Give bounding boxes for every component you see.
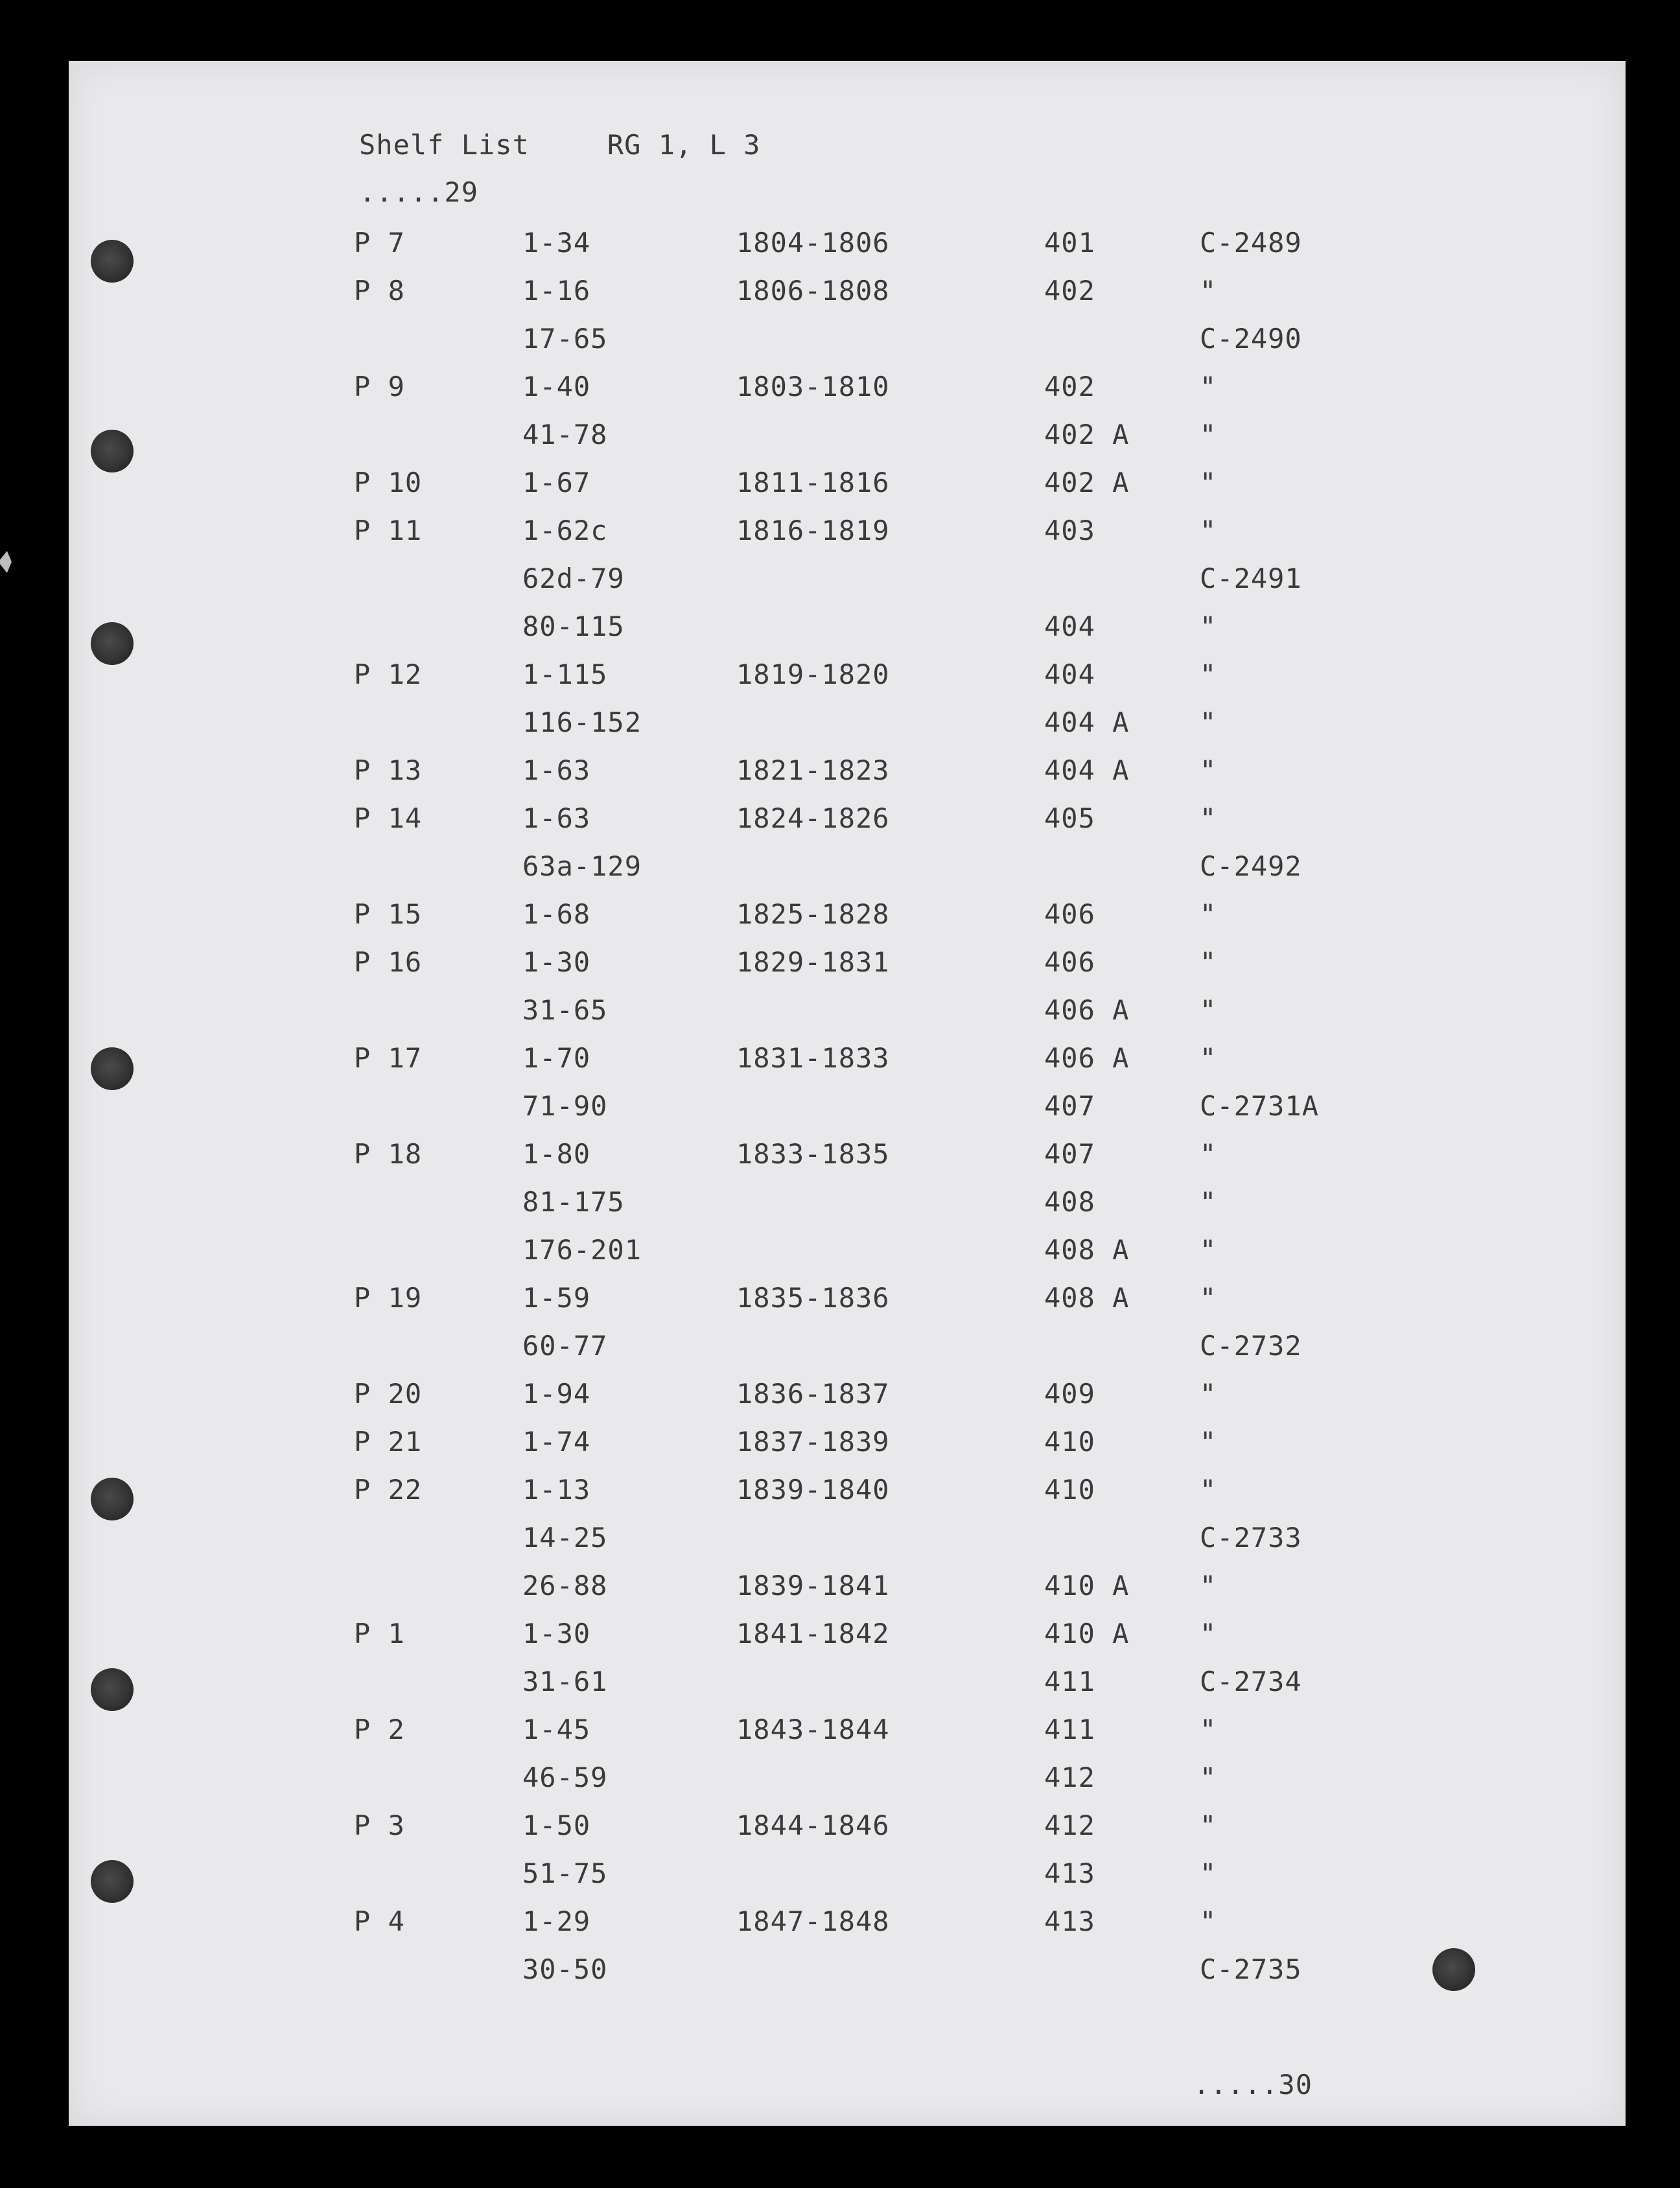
row-reel: "	[1200, 611, 1217, 642]
row-box: 402 A	[1044, 419, 1130, 450]
row-box: 410 A	[1044, 1618, 1130, 1649]
row-years: 1816-1819	[736, 515, 890, 546]
row-years: 1839-1840	[736, 1474, 890, 1506]
row-range: 1-94	[522, 1378, 591, 1410]
row-years: 1825-1828	[736, 898, 890, 930]
row-box: 404	[1044, 658, 1095, 690]
row-part: P 22	[354, 1474, 423, 1506]
row-reel: "	[1200, 1282, 1217, 1314]
row-range: 81-175	[522, 1186, 625, 1218]
punch-hole	[91, 1668, 134, 1711]
row-range: 14-25	[522, 1522, 608, 1554]
row-range: 30-50	[522, 1953, 608, 1985]
row-reel: "	[1200, 515, 1217, 546]
row-part: P 9	[354, 371, 405, 402]
row-box: 404 A	[1044, 754, 1130, 786]
row-years: 1837-1839	[736, 1426, 890, 1458]
row-box: 405	[1044, 802, 1095, 834]
row-box: 406	[1044, 946, 1095, 978]
row-years: 1811-1816	[736, 467, 890, 498]
row-box: 406 A	[1044, 1042, 1130, 1074]
row-range: 1-80	[522, 1138, 591, 1170]
row-box: 407	[1044, 1138, 1095, 1170]
row-box: 408 A	[1044, 1234, 1130, 1266]
row-range: 1-40	[522, 371, 591, 402]
row-box: 410	[1044, 1474, 1095, 1506]
row-reel: C-2735	[1200, 1953, 1302, 1985]
row-part: P 4	[354, 1905, 405, 1937]
row-years: 1844-1846	[736, 1810, 890, 1841]
row-years: 1833-1835	[736, 1138, 890, 1170]
row-reel: "	[1200, 467, 1217, 498]
row-range: 1-45	[522, 1714, 591, 1745]
row-box: 412	[1044, 1810, 1095, 1841]
row-range: 176-201	[522, 1234, 642, 1266]
row-box: 412	[1044, 1762, 1095, 1793]
row-box: 404 A	[1044, 706, 1130, 738]
header-title: Shelf List	[359, 129, 530, 161]
row-reel: "	[1200, 1426, 1217, 1458]
punch-hole	[91, 430, 134, 472]
row-reel: C-2732	[1200, 1330, 1302, 1362]
page-mark-bottom: .....30	[1193, 2069, 1313, 2101]
row-years: 1835-1836	[736, 1282, 890, 1314]
row-box: 413	[1044, 1905, 1095, 1937]
row-range: 1-115	[522, 658, 608, 690]
row-part: P 2	[354, 1714, 405, 1745]
row-part: P 16	[354, 946, 423, 978]
row-reel: "	[1200, 1810, 1217, 1841]
header-series: RG 1, L 3	[607, 129, 761, 161]
row-range: 17-65	[522, 323, 608, 355]
row-box: 408	[1044, 1186, 1095, 1218]
row-reel: "	[1200, 1378, 1217, 1410]
row-range: 60-77	[522, 1330, 608, 1362]
row-range: 1-59	[522, 1282, 591, 1314]
row-years: 1819-1820	[736, 658, 890, 690]
row-reel: "	[1200, 1042, 1217, 1074]
punch-hole	[91, 240, 134, 283]
row-range: 63a-129	[522, 850, 642, 882]
row-box: 402	[1044, 275, 1095, 307]
row-years: 1821-1823	[736, 754, 890, 786]
row-reel: "	[1200, 1138, 1217, 1170]
row-part: P 14	[354, 802, 423, 834]
row-part: P 3	[354, 1810, 405, 1841]
row-years: 1804-1806	[736, 227, 890, 259]
row-box: 411	[1044, 1666, 1095, 1697]
row-reel: C-2734	[1200, 1666, 1302, 1697]
row-part: P 18	[354, 1138, 423, 1170]
row-reel: "	[1200, 419, 1217, 450]
row-years: 1836-1837	[736, 1378, 890, 1410]
row-part: P 20	[354, 1378, 423, 1410]
row-reel: "	[1200, 1186, 1217, 1218]
row-box: 410	[1044, 1426, 1095, 1458]
row-part: P 1	[354, 1618, 405, 1649]
row-range: 46-59	[522, 1762, 608, 1793]
row-reel: "	[1200, 754, 1217, 786]
row-range: 1-62c	[522, 515, 608, 546]
row-range: 1-70	[522, 1042, 591, 1074]
row-reel: "	[1200, 946, 1217, 978]
row-range: 31-61	[522, 1666, 608, 1697]
row-years: 1841-1842	[736, 1618, 890, 1649]
edge-mark	[0, 551, 12, 573]
punch-hole	[1432, 1948, 1475, 1991]
row-box: 402 A	[1044, 467, 1130, 498]
row-range: 1-34	[522, 227, 591, 259]
row-range: 62d-79	[522, 563, 625, 594]
row-range: 1-63	[522, 802, 591, 834]
row-range: 1-30	[522, 946, 591, 978]
row-box: 410 A	[1044, 1570, 1130, 1601]
row-reel: "	[1200, 1905, 1217, 1937]
row-part: P 10	[354, 467, 423, 498]
row-range: 80-115	[522, 611, 625, 642]
row-range: 1-68	[522, 898, 591, 930]
row-range: 71-90	[522, 1090, 608, 1122]
row-box: 409	[1044, 1378, 1095, 1410]
row-box: 403	[1044, 515, 1095, 546]
row-reel: "	[1200, 706, 1217, 738]
row-part: P 21	[354, 1426, 423, 1458]
row-years: 1806-1808	[736, 275, 890, 307]
row-part: P 13	[354, 754, 423, 786]
row-reel: C-2490	[1200, 323, 1302, 355]
row-reel: "	[1200, 1714, 1217, 1745]
row-range: 26-88	[522, 1570, 608, 1601]
row-part: P 19	[354, 1282, 423, 1314]
row-part: P 11	[354, 515, 423, 546]
row-reel: "	[1200, 898, 1217, 930]
row-reel: "	[1200, 371, 1217, 402]
punch-hole	[91, 622, 134, 665]
row-range: 1-16	[522, 275, 591, 307]
row-reel: C-2733	[1200, 1522, 1302, 1554]
row-box: 411	[1044, 1714, 1095, 1745]
row-years: 1839-1841	[736, 1570, 890, 1601]
page-mark-top: .....29	[359, 176, 479, 208]
row-reel: C-2491	[1200, 563, 1302, 594]
row-box: 406	[1044, 898, 1095, 930]
row-box: 401	[1044, 227, 1095, 259]
row-range: 1-13	[522, 1474, 591, 1506]
row-box: 413	[1044, 1857, 1095, 1889]
document-header	[359, 129, 760, 161]
row-range: 1-67	[522, 467, 591, 498]
row-box: 406 A	[1044, 994, 1130, 1026]
row-reel: C-2731A	[1200, 1090, 1320, 1122]
row-reel: "	[1200, 1618, 1217, 1649]
row-years: 1831-1833	[736, 1042, 890, 1074]
row-reel: "	[1200, 1474, 1217, 1506]
row-box: 408 A	[1044, 1282, 1130, 1314]
row-range: 1-30	[522, 1618, 591, 1649]
row-part: P 7	[354, 227, 405, 259]
document-page	[69, 61, 1626, 2126]
row-years: 1843-1844	[736, 1714, 890, 1745]
row-reel: "	[1200, 275, 1217, 307]
row-range: 1-63	[522, 754, 591, 786]
row-reel: "	[1200, 994, 1217, 1026]
row-box: 407	[1044, 1090, 1095, 1122]
row-reel: "	[1200, 1762, 1217, 1793]
punch-hole	[91, 1860, 134, 1903]
row-range: 1-50	[522, 1810, 591, 1841]
row-reel: "	[1200, 1234, 1217, 1266]
row-part: P 17	[354, 1042, 423, 1074]
row-years: 1847-1848	[736, 1905, 890, 1937]
punch-hole	[91, 1478, 134, 1520]
row-range: 51-75	[522, 1857, 608, 1889]
row-part: P 12	[354, 658, 423, 690]
row-range: 116-152	[522, 706, 642, 738]
row-range: 1-74	[522, 1426, 591, 1458]
row-years: 1803-1810	[736, 371, 890, 402]
row-years: 1824-1826	[736, 802, 890, 834]
row-reel: C-2492	[1200, 850, 1302, 882]
punch-hole	[91, 1047, 134, 1090]
row-reel: "	[1200, 658, 1217, 690]
row-reel: "	[1200, 802, 1217, 834]
row-range: 41-78	[522, 419, 608, 450]
row-reel: "	[1200, 1857, 1217, 1889]
row-range: 1-29	[522, 1905, 591, 1937]
row-part: P 15	[354, 898, 423, 930]
row-reel: C-2489	[1200, 227, 1302, 259]
row-range: 31-65	[522, 994, 608, 1026]
row-part: P 8	[354, 275, 405, 307]
row-box: 402	[1044, 371, 1095, 402]
row-reel: "	[1200, 1570, 1217, 1601]
row-years: 1829-1831	[736, 946, 890, 978]
row-box: 404	[1044, 611, 1095, 642]
